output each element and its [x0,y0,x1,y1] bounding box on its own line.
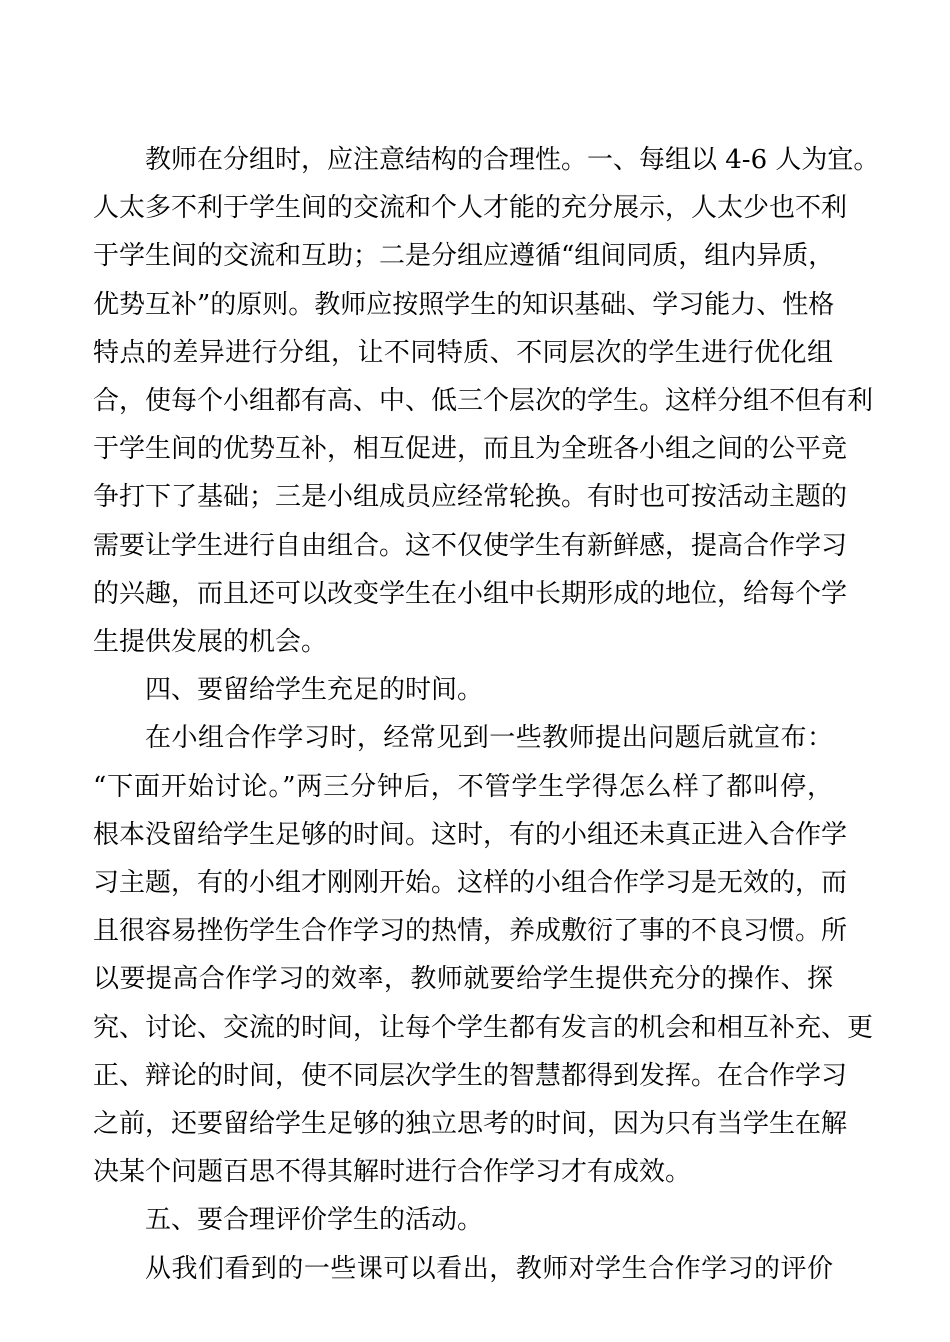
heading-line: 五、要合理评价学生的活动。 [145,1205,484,1236]
paragraph-grouping [93,136,880,666]
section-heading-evaluation [93,1196,833,1244]
text-line: 教师在分组时，应注意结构的合理性。一、每组以 4-6 人为宜。 [145,145,880,175]
text-line: 人太多不利于学生间的交流和个人才能的充分展示，人太少也不利 [93,193,848,224]
text-line: 且很容易挫伤学生合作学习的热情，养成敷衍了事的不良习惯。所 [93,916,848,947]
paragraph-evaluation [93,1245,833,1293]
text-line: 需要让学生进行自由组合。这不仅使学生有新鲜感，提高合作学习 [93,530,848,561]
text-line: 正、辩论的时间，使不同层次学生的智慧都得到发挥。在合作学习 [93,1060,848,1091]
text-line: 究、讨论、交流的时间，让每个学生都有发言的机会和相互补充、更 [93,1012,874,1043]
text-line: 特点的差异进行分组，让不同特质、不同层次的学生进行优化组 [93,337,833,368]
text-line: 的兴趣，而且还可以改变学生在小组中长期形成的地位，给每个学 [93,578,848,609]
text-line: 于学生间的交流和互助；二是分组应遵循“组间同质，组内异质， [93,241,835,272]
text-line: “下面开始讨论。”两三分钟后，不管学生学得怎么样了都叫停， [93,771,833,802]
text-line: 决某个问题百思不得其解时进行合作学习才有成效。 [93,1157,692,1188]
section-heading-time [93,666,833,714]
text-line: 于学生间的优势互补，相互促进，而且为全班各小组之间的公平竞 [93,434,848,465]
paragraph-time [93,714,874,1196]
text-line: 合，使每个小组都有高、中、低三个层次的学生。这样分组不但有利 [93,386,874,417]
text-line: 从我们看到的一些课可以看出，教师对学生合作学习的评价 [145,1253,833,1284]
document-body [93,136,880,1293]
text-line: 根本没留给学生足够的时间。这时，有的小组还未真正进入合作学 [93,819,848,850]
text-line: 之前，还要留给学生足够的独立思考的时间，因为只有当学生在解 [93,1109,848,1140]
heading-line: 四、要留给学生充足的时间。 [145,675,484,706]
text-line: 以要提高合作学习的效率，教师就要给学生提供充分的操作、探 [93,964,833,995]
text-line: 优势互补”的原则。教师应按照学生的知识基础、学习能力、性格 [93,289,835,320]
text-line: 争打下了基础；三是小组成员应经常轮换。有时也可按活动主题的 [93,482,848,513]
text-line: 在小组合作学习时，经常见到一些教师提出问题后就宣布： [145,723,833,754]
text-line: 习主题，有的小组才刚刚开始。这样的小组合作学习是无效的，而 [93,868,848,899]
text-line: 生提供发展的机会。 [93,627,328,658]
